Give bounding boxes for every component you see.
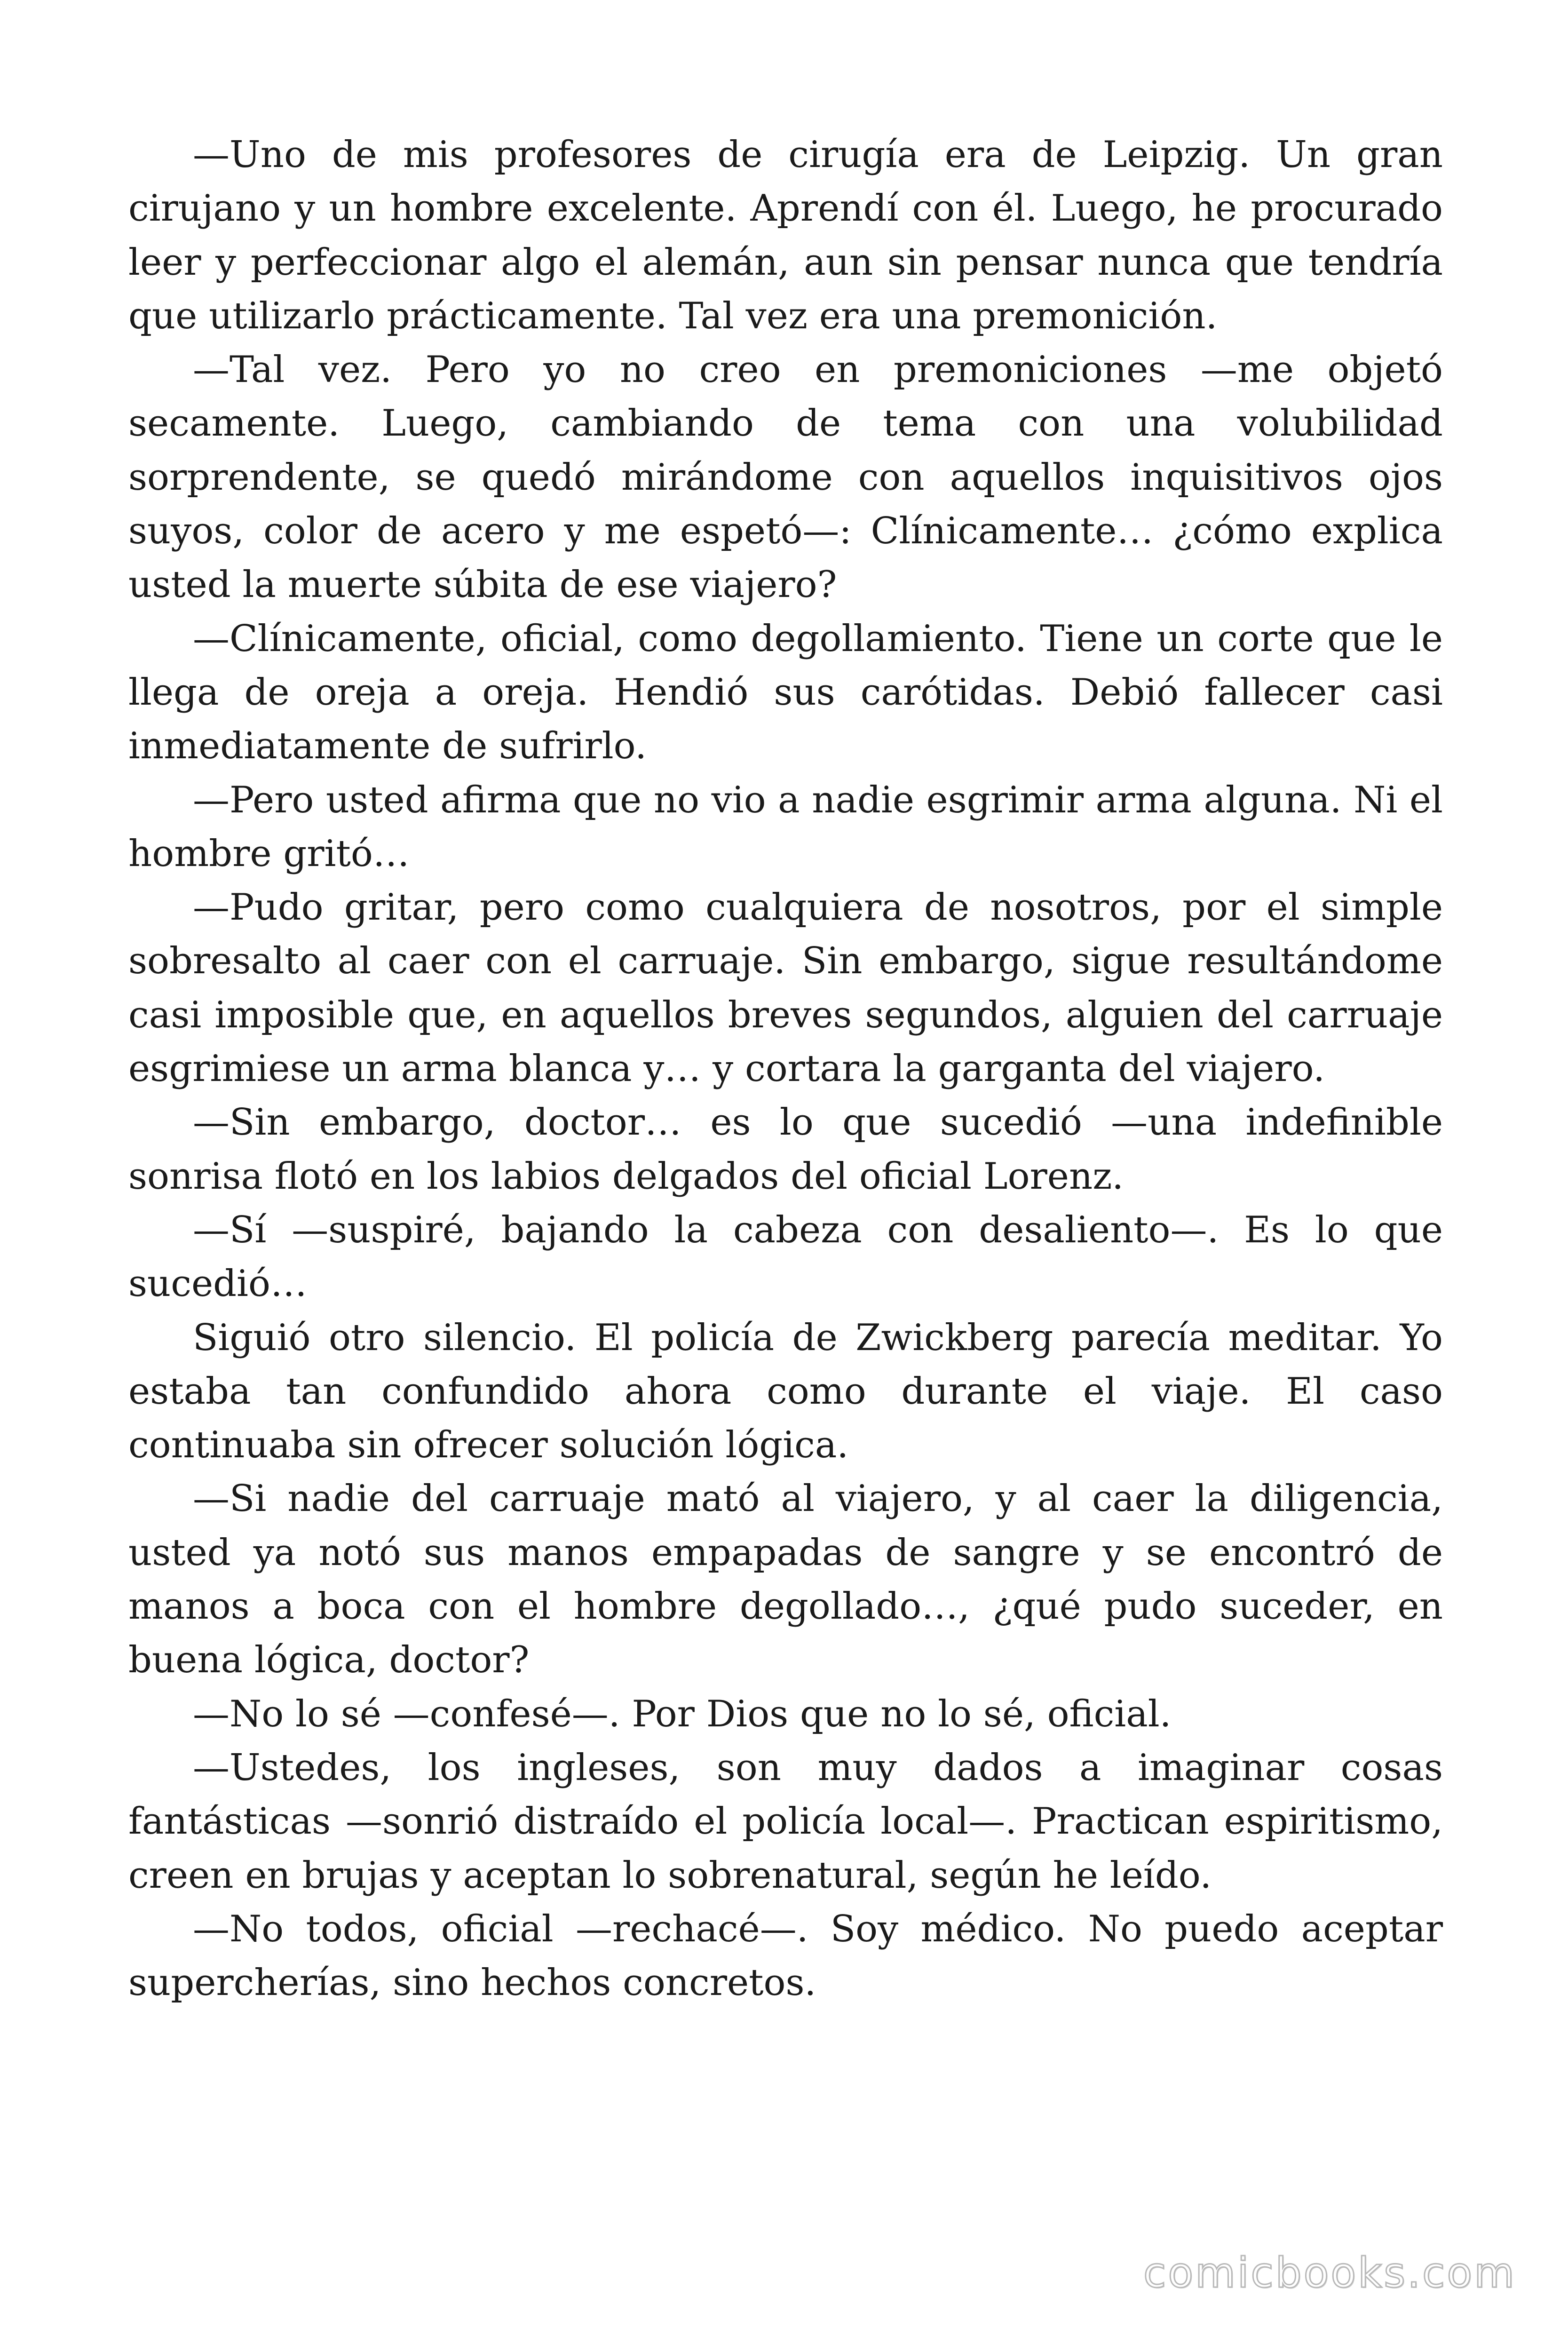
paragraph: —Uno de mis profesores de cirugía era de Leipzig. Un gran cirujano y un hombre excelente. Aprendí con él. Luego, he procurado leer y perfeccionar algo el alemán, aun sin pensar nunca que tendría que utilizarlo prácticamente. Tal vez era una premonición. <box>128 134 1443 337</box>
paragraph: —No lo sé —confesé—. Por Dios que no lo sé, oficial. <box>193 1692 1172 1735</box>
watermark: comicbooks.com <box>1143 2249 1516 2297</box>
paragraph: —Tal vez. Pero yo no creo en premoniciones —me objetó secamente. Luego, cambiando de tema con una volubilidad sorprendente, se quedó mirándome con aquellos inquisitivos ojos suyos, color de acero y me espetó—: Clínicamente… ¿cómo explica usted la muerte súbita de ese viajero? <box>128 349 1443 606</box>
paragraph: —Si nadie del carruaje mató al viajero, y al caer la diligencia, usted ya notó sus manos empapadas de sangre y se encontró de manos a boca con el hombre degollado…, ¿qué pudo suceder, en buena lógica, doctor? <box>128 1478 1443 1682</box>
paragraph: —No todos, oficial —rechacé—. Soy médico. No puedo aceptar supercherías, sino hechos concretos. <box>128 1907 1443 2004</box>
paragraph: —Pero usted afirma que no vio a nadie esgrimir arma alguna. Ni el hombre gritó… <box>128 779 1443 875</box>
paragraph: —Pudo gritar, pero como cualquiera de nosotros, por el simple sobresalto al caer con el carruaje. Sin embargo, sigue resultándome casi imposible que, en aquellos breves segundos, alguien del carruaje esgrimiese un arma blanca y… y cortara la garganta del viajero. <box>128 886 1443 1090</box>
paragraph: —Sí —suspiré, bajando la cabeza con desaliento—. Es lo que sucedió… <box>128 1208 1443 1305</box>
paragraph: Siguió otro silencio. El policía de Zwickberg parecía meditar. Yo estaba tan confundido ahora como durante el viaje. El caso continuaba sin ofrecer solución lógica. <box>128 1316 1443 1467</box>
body-text <box>128 128 1443 2010</box>
paragraph: —Ustedes, los ingleses, son muy dados a imaginar cosas fantásticas —sonrió distraído el policía local—. Practican espiritismo, creen en brujas y aceptan lo sobrenatural, según he leído. <box>128 1746 1443 1897</box>
paragraph: —Sin embargo, doctor… es lo que sucedió —una indefinible sonrisa flotó en los labios delgados del oficial Lorenz. <box>128 1101 1443 1198</box>
paragraph: —Clínicamente, oficial, como degollamiento. Tiene un corte que le llega de oreja a oreja. Hendió sus carótidas. Debió fallecer casi inmediatamente de sufrirlo. <box>128 617 1443 768</box>
